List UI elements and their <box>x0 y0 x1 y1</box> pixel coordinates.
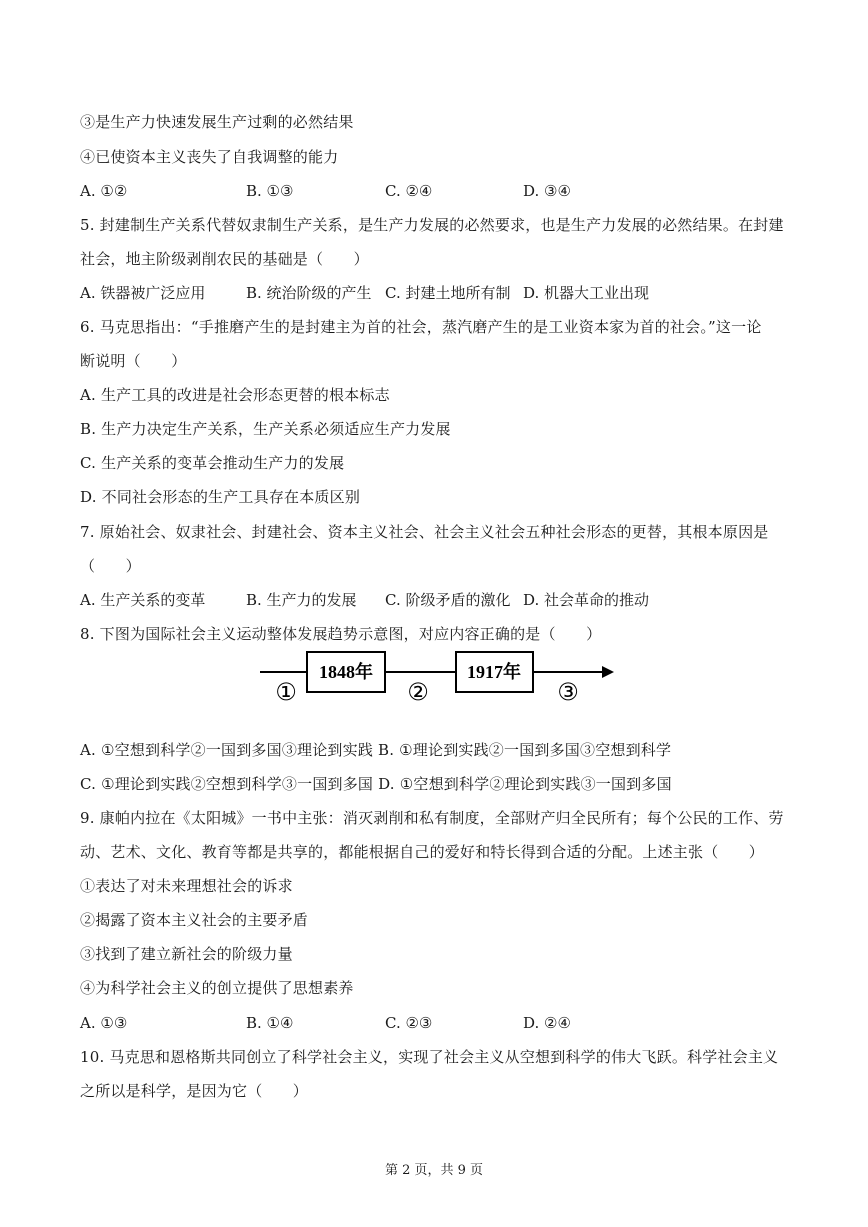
q10-stem-line1: 10. 马克思和恩格斯共同创立了科学社会主义，实现了社会主义从空想到科学的伟大飞跃。科学社会主义 <box>80 1048 779 1066</box>
q7-stem-line1: 7. 原始社会、奴隶社会、封建社会、资本主义社会、社会主义社会五种社会形态的更替，其根本原因是 <box>80 523 769 541</box>
q7-option-a: A. 生产关系的变革 <box>80 591 206 609</box>
q6-option-b: B. 生产力决定生产关系，生产关系必须适应生产力发展 <box>80 420 451 438</box>
q6-option-d: D. 不同社会形态的生产工具存在本质区别 <box>80 488 361 506</box>
q9-stem-line2: 动、艺术、文化、教育等都是共享的，都能根据自己的爱好和特长得到合适的分配。上述主张（ ） <box>80 843 765 861</box>
q9-statement-1: ①表达了对未来理想社会的诉求 <box>80 877 293 895</box>
q10-stem-line2: 之所以是科学，是因为它（ ） <box>80 1082 309 1100</box>
q4-option-b: B. ①③ <box>246 182 294 200</box>
q9-option-c: C. ②③ <box>385 1014 433 1032</box>
q9-option-a: A. ①③ <box>80 1014 128 1032</box>
q4-statement-3: ③是生产力快速发展生产过剩的必然结果 <box>80 113 354 131</box>
q8-stem: 8. 下图为国际社会主义运动整体发展趋势示意图，对应内容正确的是（ ） <box>80 625 602 643</box>
q9-stem-line1: 9. 康帕内拉在《太阳城》一书中主张：消灭剥削和私有制度，全部财产归全民所有；每个公民的工作、劳 <box>80 809 784 827</box>
q4-statement-4: ④已使资本主义丧失了自我调整的能力 <box>80 148 339 166</box>
q7-stem-line2: （ ） <box>80 557 141 575</box>
q5-option-c: C. 封建土地所有制 <box>385 284 511 302</box>
q5-option-b: B. 统治阶级的产生 <box>246 284 372 302</box>
q5-stem-line1: 5. 封建制生产关系代替奴隶制生产关系，是生产力发展的必然要求，也是生产力发展的必然结果。在封建 <box>80 216 784 234</box>
q9-statement-2: ②揭露了资本主义社会的主要矛盾 <box>80 911 309 929</box>
q4-option-d: D. ③④ <box>523 182 571 200</box>
q5-option-a: A. 铁器被广泛应用 <box>80 284 206 302</box>
timeline-marker-3: ③ <box>557 678 579 706</box>
q7-option-b: B. 生产力的发展 <box>246 591 357 609</box>
timeline-marker-1: ① <box>275 678 297 706</box>
q4-option-c: C. ②④ <box>385 182 433 200</box>
q6-option-a: A. 生产工具的改进是社会形态更替的根本标志 <box>80 386 390 404</box>
q7-option-c: C. 阶级矛盾的激化 <box>385 591 511 609</box>
timeline-marker-2: ② <box>407 678 429 706</box>
q8-options-cd: C. ①理论到实践②空想到科学③一国到多国 D. ①空想到科学②理论到实践③一国到多国 <box>80 775 672 793</box>
q5-stem-line2: 社会，地主阶级剥削农民的基础是（ ） <box>80 250 369 268</box>
q9-statement-4: ④为科学社会主义的创立提供了思想素养 <box>80 979 354 997</box>
q6-option-c: C. 生产关系的变革会推动生产力的发展 <box>80 454 345 472</box>
q8-options-ab: A. ①空想到科学②一国到多国③理论到实践 B. ①理论到实践②一国到多国③空想到科学 <box>80 741 672 759</box>
socialism-timeline-diagram <box>256 648 616 710</box>
q5-option-d: D. 机器大工业出现 <box>523 284 650 302</box>
q4-option-a: A. ①② <box>80 182 128 200</box>
q6-stem-line1: 6. 马克思指出：“手推磨产生的是封建主为首的社会，蒸汽磨产生的是工业资本家为首的社会。”这一论 <box>80 318 762 336</box>
q9-option-b: B. ①④ <box>246 1014 294 1032</box>
timeline-arrowhead-icon <box>602 666 614 678</box>
year-label-1848: 1848年 <box>319 662 373 682</box>
q6-stem-line2: 断说明（ ） <box>80 352 187 370</box>
q9-statement-3: ③找到了建立新社会的阶级力量 <box>80 945 293 963</box>
q7-option-d: D. 社会革命的推动 <box>523 591 650 609</box>
year-label-1917: 1917年 <box>467 662 521 682</box>
q9-option-d: D. ②④ <box>523 1014 571 1032</box>
page-number-footer: 第 2 页，共 9 页 <box>384 1163 484 1178</box>
